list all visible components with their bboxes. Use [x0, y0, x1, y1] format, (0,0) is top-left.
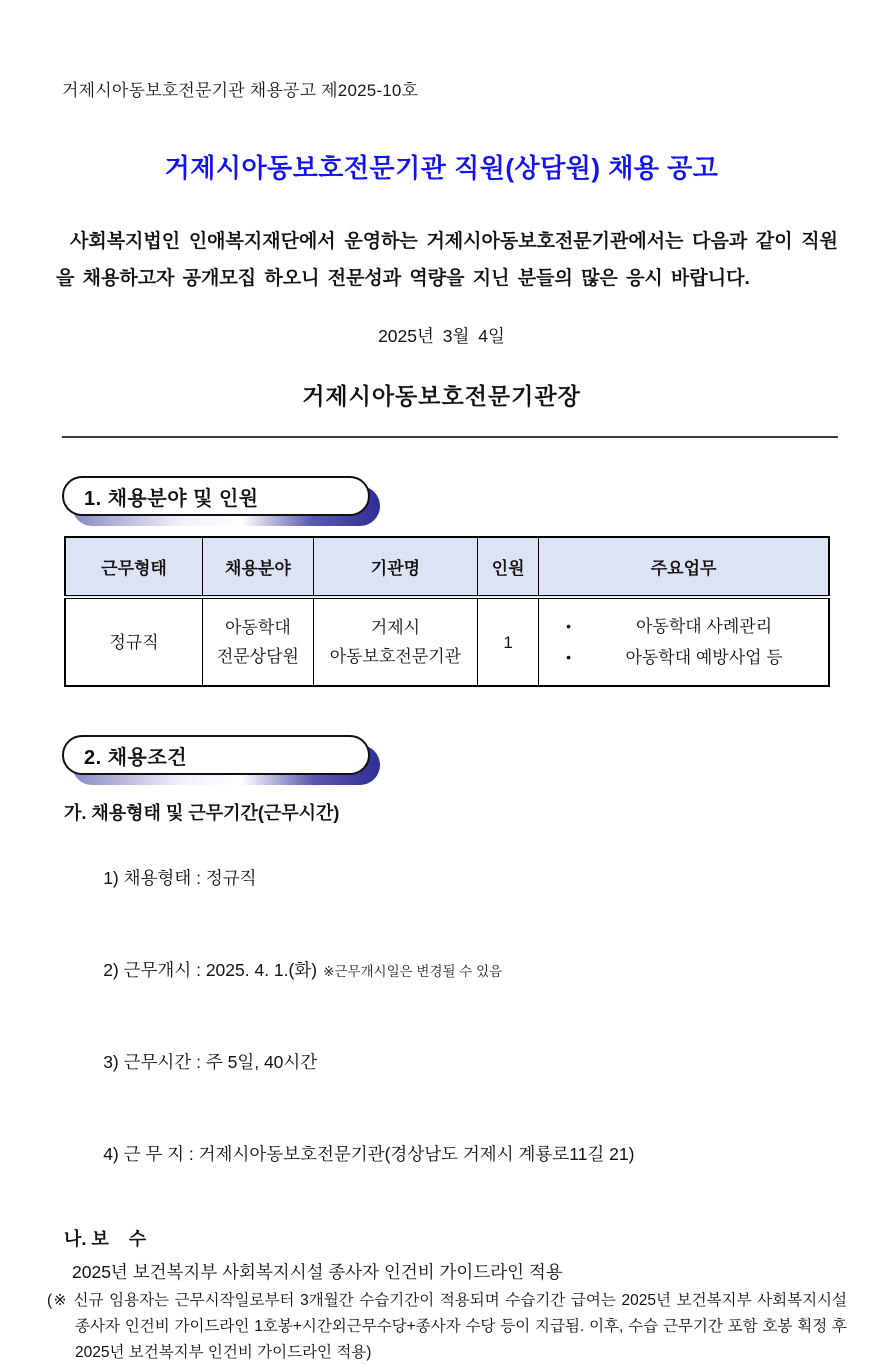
col-header-count: 인원 [478, 537, 539, 597]
section-1-title: 1. 채용분야 및 인원 [62, 476, 370, 516]
subsection-ga-heading: 가. 채용형태 및 근무기간(근무시간) [64, 803, 340, 823]
table-header-row [65, 537, 829, 597]
cell-org-line1: 거제시 [370, 618, 421, 637]
recruitment-table [64, 536, 830, 687]
ga-item-3-text: 3) 근무시간 : 주 5일, 40시간 [103, 1052, 318, 1072]
section-2-header [62, 735, 370, 775]
ga-item-2-text: 2) 근무개시 : 2025. 4. 1.(화) [103, 960, 318, 980]
ga-item-3 [74, 1017, 883, 1109]
section-2-title: 2. 채용조건 [62, 735, 370, 775]
ga-item-1-text: 1) 채용형태 : 정규직 [103, 868, 257, 888]
col-header-field: 채용분야 [203, 537, 314, 597]
duties-list [540, 611, 827, 673]
cell-org-line2: 아동보호전문기관 [329, 647, 462, 666]
col-header-duties: 주요업무 [539, 537, 829, 597]
duty-item: • 아동학대 사례관리 [566, 611, 827, 642]
issuer-name: 거제시아동보호전문기관장 [302, 383, 581, 409]
pay-probation-note: (※ 신규 임용자는 근무시작일로부터 3개월간 수습기간이 적용되며 수습기간 급여는 2025년 보건복지부 사회복지시설 종사자 인건비 가이드라인 1호봉+시간외근무수당+종사자 수당 등이 지급됨. 이후, 수습 근무기간 포함 호봉 획정 후 2025년 보건복지부 인건비 가이드라인 적용) [47, 1292, 847, 1361]
ga-item-1 [74, 833, 883, 925]
horizontal-divider [62, 436, 838, 438]
cell-count: 1 [478, 597, 539, 686]
cell-work-type: 정규직 [65, 597, 203, 686]
document-page [0, 76, 883, 1361]
table-row [65, 597, 829, 686]
cell-field [203, 597, 314, 686]
subsection-ga-items [74, 833, 883, 1201]
cell-org [313, 597, 477, 686]
doc-title: 거제시아동보호전문기관 직원(상담원) 채용 공고 [164, 153, 719, 183]
ga-item-2 [74, 925, 883, 1017]
intro-paragraph: 사회복지법인 인애복지재단에서 운영하는 거제시아동보호전문기관에서는 다음과 같이 직원을 채용하고자 공개모집 하오니 전문성과 역량을 지닌 분들의 많은 응시 바랍니다. [56, 231, 838, 289]
col-header-org: 기관명 [313, 537, 477, 597]
cell-duties [539, 597, 829, 686]
doc-date: 2025년 3월 4일 [378, 326, 505, 346]
doc-number: 거제시아동보호전문기관 채용공고 제2025-10호 [62, 81, 419, 100]
section-1-header [62, 476, 370, 516]
col-header-work-type: 근무형태 [65, 537, 203, 597]
subsection-na-heading: 나. 보 수 [64, 1229, 147, 1249]
pay-guideline-line: 2025년 보건복지부 사회복지시설 종사자 인건비 가이드라인 적용 [72, 1262, 563, 1282]
ga-item-4 [74, 1109, 883, 1201]
ga-item-2-note: ※근무개시일은 변경될 수 있음 [323, 964, 503, 979]
cell-field-line2: 전문상담원 [216, 647, 299, 666]
duty-item: • 아동학대 예방사업 등 [566, 642, 827, 673]
cell-field-line1: 아동학대 [225, 618, 291, 637]
ga-item-4-text: 4) 근 무 지 : 거제시아동보호전문기관(경상남도 거제시 계룡로11길 21) [103, 1144, 635, 1164]
